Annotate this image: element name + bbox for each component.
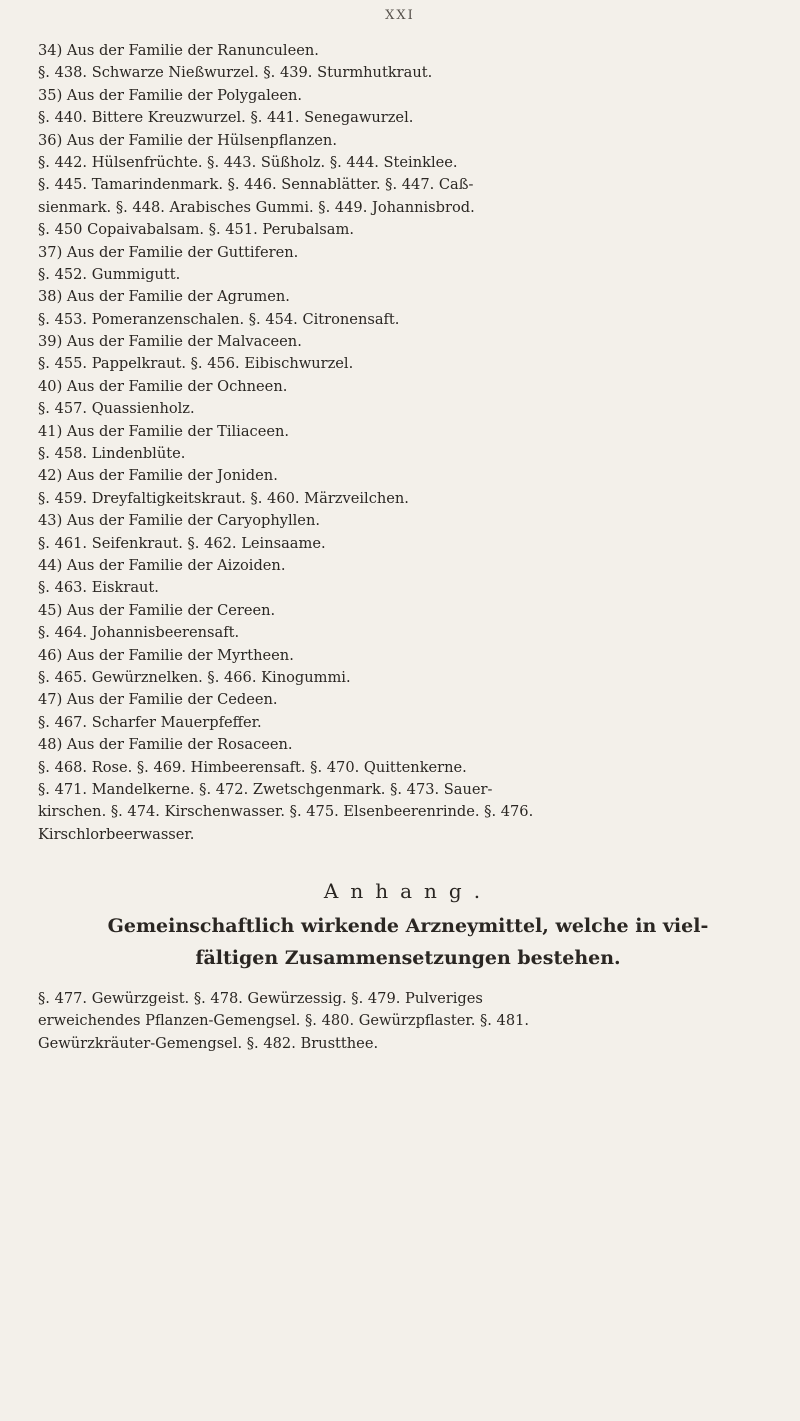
family-heading: 48) Aus der Familie der Rosaceen. xyxy=(38,736,293,754)
entry-line: §. 459. Dreyfaltigkeitskraut. §. 460. Märzveilchen. xyxy=(38,489,409,507)
appendix-subtitle-line-2: fältigen Zusammensetzungen bestehen. xyxy=(195,947,621,970)
family-heading: 47) Aus der Familie der Cedeen. xyxy=(38,691,278,709)
entry-line: §. 445. Tamarindenmark. §. 446. Sennablätter. §. 447. Caß- xyxy=(38,176,474,194)
entry-line: §. 471. Mandelkerne. §. 472. Zwetschgenmark. §. 473. Sauer- xyxy=(38,780,493,798)
entry-line: kirschen. §. 474. Kirschenwasser. §. 475. Elsenbeerenrinde. §. 476. xyxy=(38,803,534,821)
entry-line: §. 452. Gummigutt. xyxy=(38,265,181,283)
family-heading: 38) Aus der Familie der Agrumen. xyxy=(38,288,290,306)
family-heading: 40) Aus der Familie der Ochneen. xyxy=(38,377,288,395)
table-of-contents xyxy=(38,40,778,1055)
page-header: XXI xyxy=(385,8,415,23)
family-heading: 37) Aus der Familie der Guttiferen. xyxy=(38,243,299,261)
family-heading: 35) Aus der Familie der Polygaleen. xyxy=(38,86,303,104)
entry-line: §. 455. Pappelkraut. §. 456. Eibischwurzel. xyxy=(38,355,354,373)
entry-line: §. 457. Quassienholz. xyxy=(38,400,195,418)
family-heading: 36) Aus der Familie der Hülsenpflanzen. xyxy=(38,131,337,149)
entry-line: §. 442. Hülsenfrüchte. §. 443. Süßholz. §. 444. Steinklee. xyxy=(38,153,458,171)
family-heading: 41) Aus der Familie der Tiliaceen. xyxy=(38,422,290,440)
entry-line: §. 468. Rose. §. 469. Himbeerensaft. §. 470. Quittenkerne. xyxy=(38,758,467,776)
appendix-entry-line: Gewürzkräuter-Gemengsel. §. 482. Brustthee. xyxy=(38,1034,379,1052)
family-heading: 46) Aus der Familie der Myrtheen. xyxy=(38,646,294,664)
family-heading: 45) Aus der Familie der Cereen. xyxy=(38,601,276,619)
family-heading: 42) Aus der Familie der Joniden. xyxy=(38,467,278,485)
entry-line: §. 465. Gewürznelken. §. 466. Kinogummi. xyxy=(38,668,351,686)
appendix-entry-line: erweichendes Pflanzen-Gemengsel. §. 480. Gewürzpflaster. §. 481. xyxy=(38,1012,530,1030)
entry-line: §. 450 Copaivabalsam. §. 451. Perubalsam. xyxy=(38,221,354,239)
entry-line: §. 440. Bittere Kreuzwurzel. §. 441. Senegawurzel. xyxy=(38,109,414,127)
appendix-subtitle-line-1: Gemeinschaftlich wirkende Arzneymittel, welche in viel- xyxy=(107,915,709,938)
family-heading: 34) Aus der Familie der Ranunculeen. xyxy=(38,42,319,59)
entry-line: §. 464. Johannisbeerensaft. xyxy=(38,624,240,642)
entry-line: §. 458. Lindenblüte. xyxy=(38,445,186,463)
entry-line: Kirschlorbeerwasser. xyxy=(38,825,195,843)
entry-line: §. 453. Pomeranzenschalen. §. 454. Citronensaft. xyxy=(38,310,400,328)
appendix-entry-line: §. 477. Gewürzgeist. §. 478. Gewürzessig. §. 479. Pulveriges xyxy=(38,990,483,1008)
entry-line: §. 467. Scharfer Mauerpfeffer. xyxy=(38,713,262,731)
family-heading: 43) Aus der Familie der Caryophyllen. xyxy=(38,512,320,530)
entry-line: §. 461. Seifenkraut. §. 462. Leinsaame. xyxy=(38,534,326,552)
entry-line: §. 438. Schwarze Nießwurzel. §. 439. Sturmhutkraut. xyxy=(38,64,433,82)
appendix-title: Anhang. xyxy=(323,879,493,904)
entry-line: §. 463. Eiskraut. xyxy=(38,579,159,597)
family-heading: 39) Aus der Familie der Malvaceen. xyxy=(38,333,302,351)
family-heading: 44) Aus der Familie der Aizoiden. xyxy=(38,556,286,574)
entry-line: sienmark. §. 448. Arabisches Gummi. §. 449. Johannisbrod. xyxy=(38,198,475,216)
